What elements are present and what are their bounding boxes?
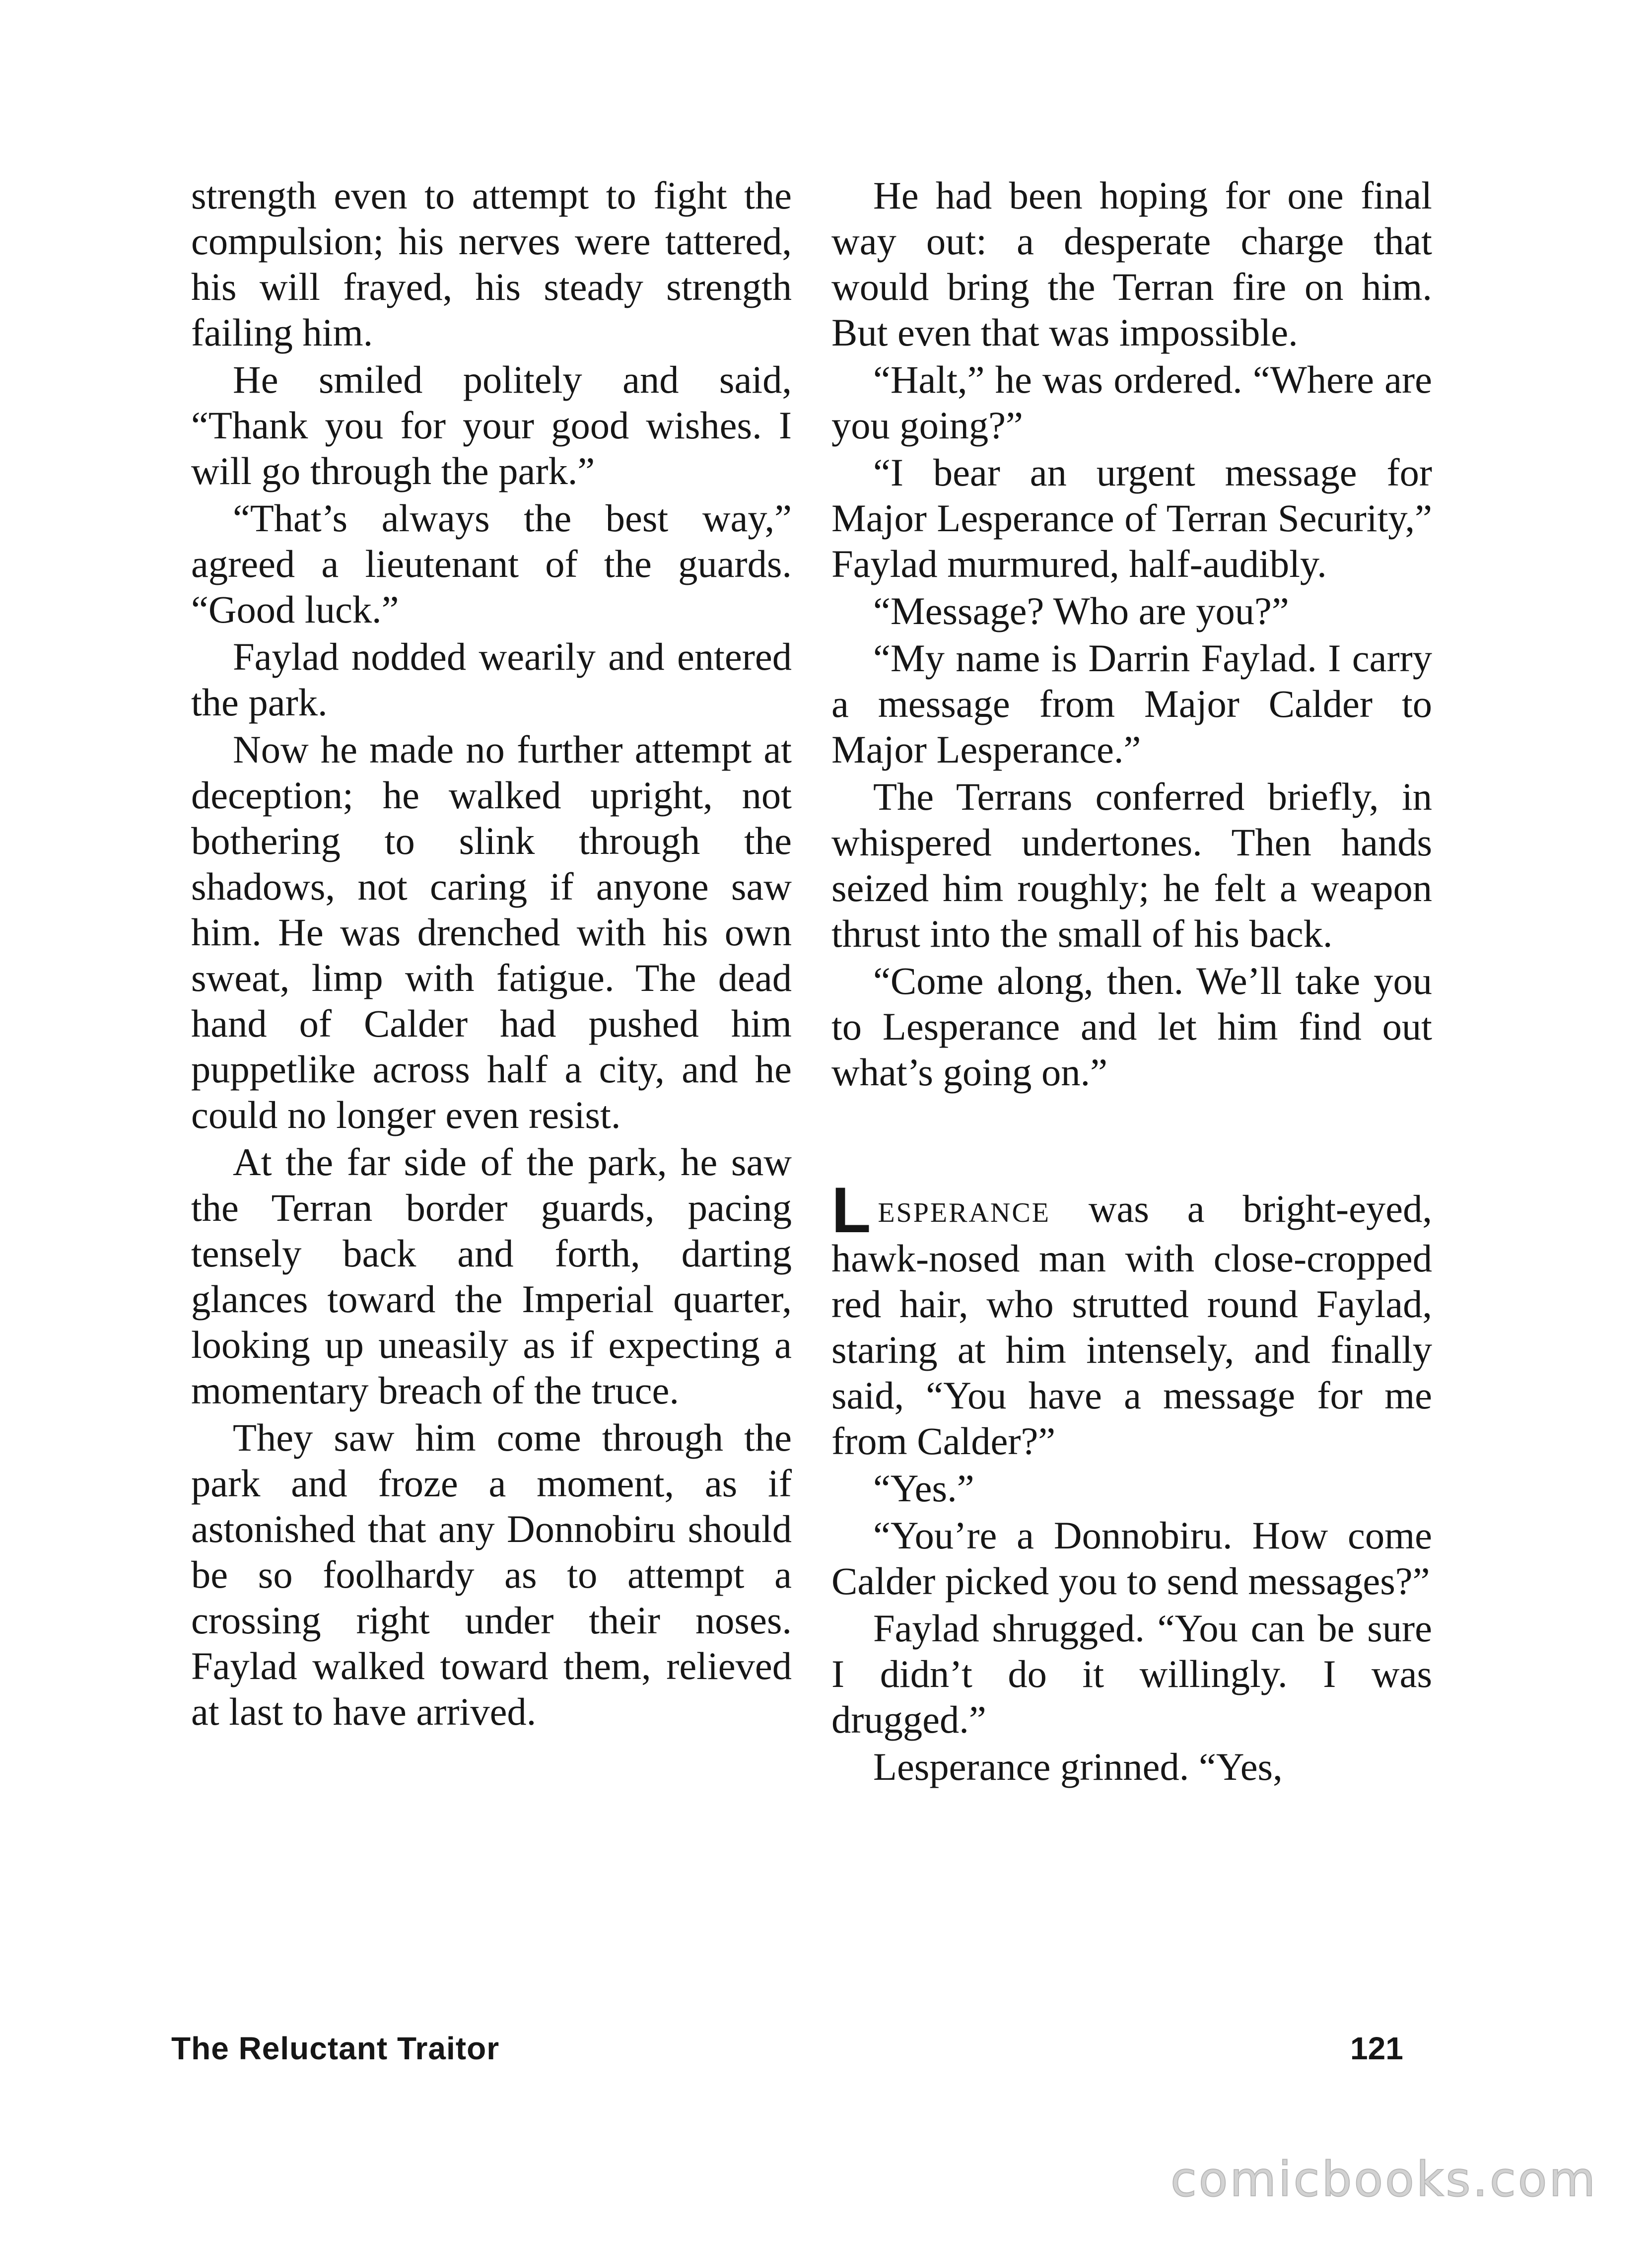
page-number: 121 xyxy=(1350,2031,1403,2066)
paragraph: Faylad shrugged. “You can be sure I didn’t do it willingly. I was drugged.” xyxy=(831,1607,1432,1741)
paragraph: strength even to attempt to fight the compulsion; his nerves were tattered, his will frayed, his steady strength failing him. xyxy=(191,174,792,354)
paragraph: “My name is Darrin Faylad. I carry a message from Major Calder to Major Lesperance.” xyxy=(831,636,1432,771)
running-footer-title: The Reluctant Traitor xyxy=(171,2031,500,2066)
paragraph: “Message? Who are you?” xyxy=(873,589,1289,632)
section-break xyxy=(831,1097,1432,1186)
paragraph: “Yes.” xyxy=(873,1467,974,1510)
paragraph: “Halt,” he was ordered. “Where are you going?” xyxy=(831,358,1432,447)
paragraph: At the far side of the park, he saw the Terran border guards, pacing tensely back and forth, darting glances toward the Imperial quarter, looking up uneasily as if expecting a momentary breach of the truce. xyxy=(191,1140,792,1412)
paragraph: “You’re a Donnobiru. How come Calder picked you to send messages?” xyxy=(831,1514,1432,1603)
small-caps-word: ESPERANCE xyxy=(878,1197,1050,1228)
paragraph: Now he made no further attempt at deception; he walked upright, not bothering to slink through the shadows, not caring if anyone saw him. He was drenched with his own sweat, limp with fatigue. The dead hand of Calder had pushed him puppetlike across half a city, and he could no longer even resist. xyxy=(191,728,792,1136)
paragraph: He smiled politely and said, “Thank you for your good wishes. I will go through the park.” xyxy=(191,358,792,492)
paragraph: They saw him come through the park and froze a moment, as if astonished that any Donnobiru should be so foolhardy as to attempt a crossing right under their noses. Faylad walked toward them, relieved at last to have arrived. xyxy=(191,1416,792,1733)
left-column xyxy=(191,173,792,1736)
paragraph: The Terrans conferred briefly, in whispered undertones. Then hands seized him roughly; he felt a weapon thrust into the small of his back. xyxy=(831,775,1432,955)
watermark: comicbooks.com xyxy=(1170,2152,1597,2207)
paragraph-text: was a bright-eyed, hawk-nosed man with close-cropped red hair, who strutted round Faylad, staring at him intensely, and finally said, “You have a message for me from Calder?” xyxy=(831,1187,1432,1463)
paragraph: “I bear an urgent message for Major Lesperance of Terran Security,” Faylad murmured, half-audibly. xyxy=(831,451,1432,585)
section-first-paragraph xyxy=(831,1174,1432,1464)
paragraph: “That’s always the best way,” agreed a lieutenant of the guards. “Good luck.” xyxy=(191,496,792,631)
paragraph: He had been hoping for one final way out: a desperate charge that would bring the Terran fire on him. But even that was impossible. xyxy=(831,174,1432,354)
drop-cap: L xyxy=(831,1174,871,1246)
paragraph: Lesperance grinned. “Yes, xyxy=(873,1745,1283,1788)
paragraph: “Come along, then. We’ll take you to Lesperance and let him find out what’s going on.” xyxy=(831,959,1432,1094)
right-column xyxy=(831,173,1432,1791)
paragraph: Faylad nodded wearily and entered the park. xyxy=(191,635,792,724)
